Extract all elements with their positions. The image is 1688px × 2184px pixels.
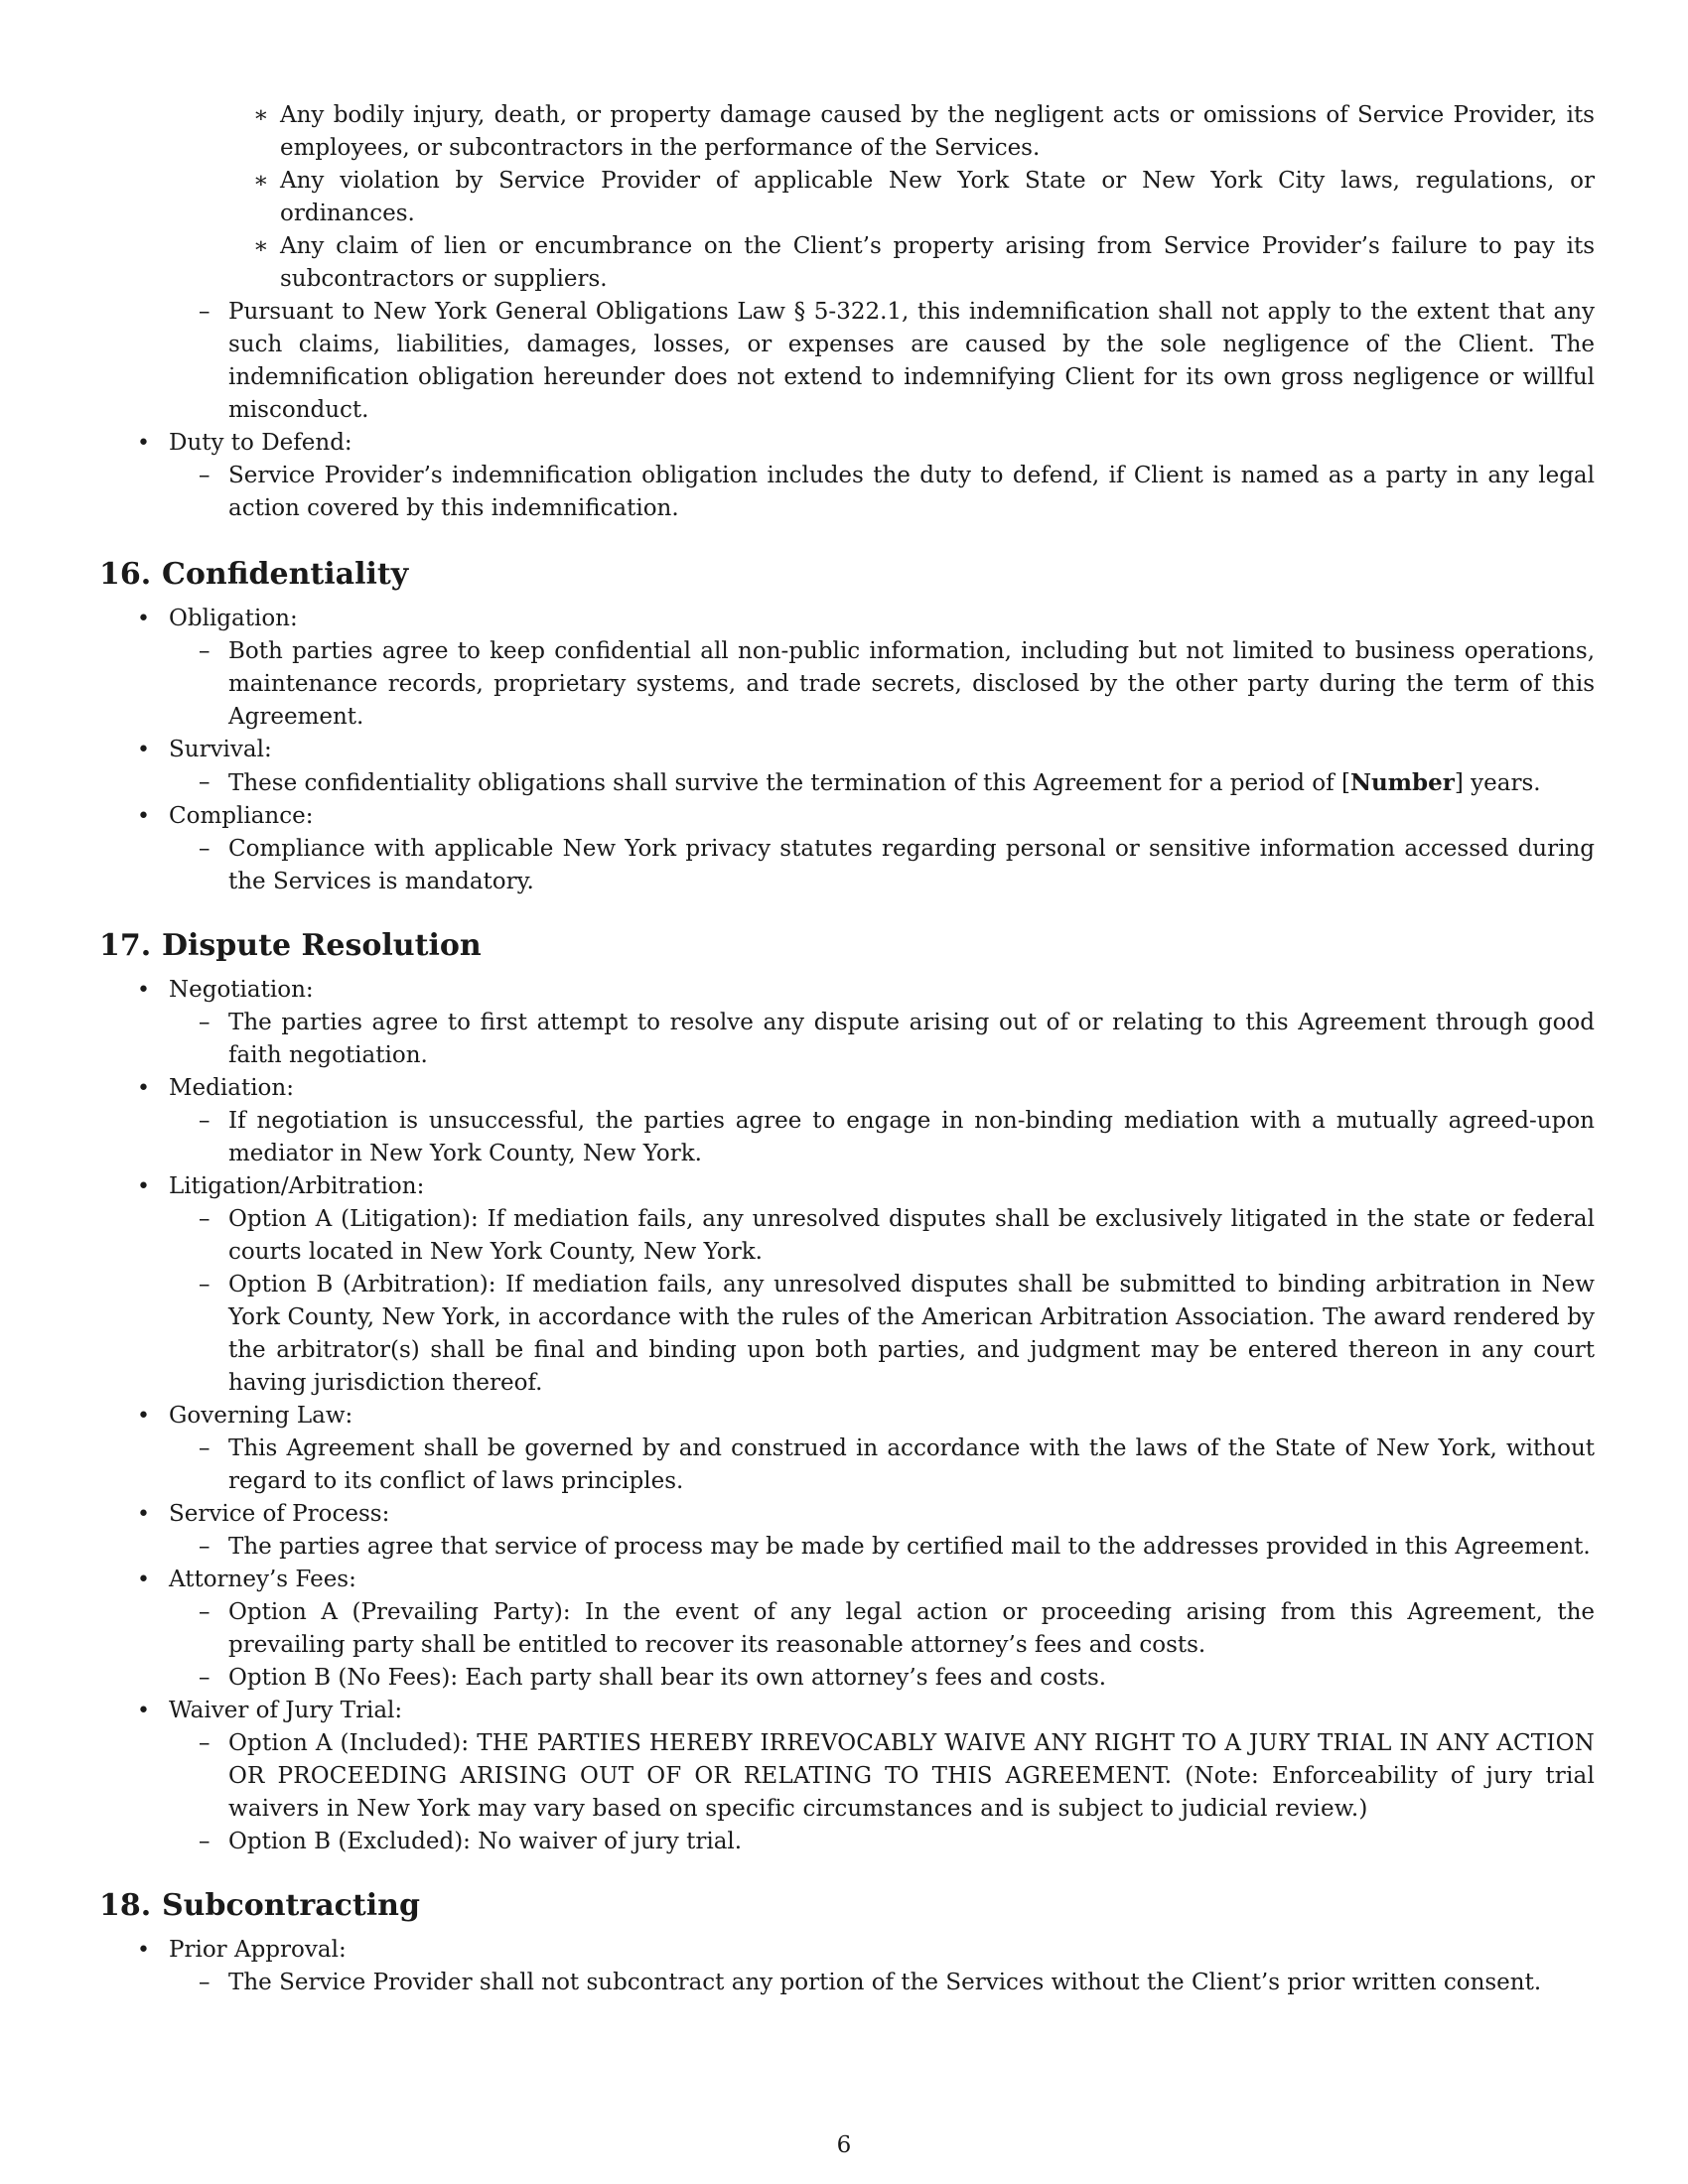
item-text: The Service Provider shall not subcontract any portion of the Services without the Client’s prior written consent. (228, 1970, 1542, 1995)
item-label: Compliance: (169, 803, 314, 829)
item-label: Mediation: (169, 1075, 294, 1101)
item-text: The parties agree to first attempt to resolve any dispute arising out of or relating to this Agreement through good faith negotiation. (228, 1010, 1595, 1068)
section-number: 17. (99, 928, 152, 963)
dash-marker: – (199, 1599, 211, 1625)
section-heading-dispute-resolution (99, 926, 1595, 966)
star-marker: ∗ (253, 168, 269, 194)
list-item-duty-to-defend (99, 427, 1595, 460)
dash-marker: – (199, 463, 211, 488)
list-item-jury-option-a (99, 1727, 1595, 1826)
section-number: 18. (99, 1888, 152, 1923)
star-marker: ∗ (253, 102, 269, 128)
item-text: Any violation by Service Provider of applicable New York State or New York City laws, regulations, or ordinances. (280, 168, 1595, 226)
page-number: 6 (836, 2132, 852, 2158)
list-item-law-violation (99, 165, 1595, 230)
section-title: Dispute Resolution (162, 928, 482, 963)
bullet-marker: • (137, 738, 150, 762)
dash-marker: – (199, 769, 211, 795)
list-item-bodily-injury (99, 99, 1595, 165)
section-heading-confidentiality (99, 555, 1595, 595)
item-text-end: ] years. (1454, 770, 1541, 796)
list-item-negotiation-text (99, 1007, 1595, 1072)
section-title: Confidentiality (162, 557, 409, 592)
item-label: Negotiation: (169, 977, 314, 1003)
item-text: Option B (No Fees): Each party shall bear its own attorney’s fees and costs. (228, 1665, 1107, 1691)
star-marker: ∗ (253, 233, 269, 259)
list-item-negotiation (99, 974, 1595, 1007)
dash-marker: – (199, 1206, 211, 1232)
bullet-marker: • (137, 1174, 150, 1199)
page-content (99, 99, 1595, 1999)
list-item-litigation (99, 1170, 1595, 1203)
list-item-litigation-option-a (99, 1203, 1595, 1269)
bullet-marker: • (137, 1938, 150, 1963)
item-text: Compliance with applicable New York privacy statutes regarding personal or sensitive information accessed during the Services is mandatory. (228, 836, 1595, 894)
list-item-compliance-text (99, 833, 1595, 898)
list-item-fees-option-a (99, 1596, 1595, 1662)
dash-marker: – (199, 1435, 211, 1461)
item-text: Both parties agree to keep confidential all non-public information, including but not limited to business operations, maintenance records, proprietary systems, and trade secrets, disclosed by the other party during the term of this Agreement. (228, 638, 1595, 730)
list-item-obligation (99, 603, 1595, 635)
item-text: These confidentiality obligations shall survive the termination of this Agreement for a period of [ (228, 770, 1350, 796)
item-text: Any bodily injury, death, or property damage caused by the negligent acts or omissions of Service Provider, its employees, or subcontractors in the performance of the Services. (280, 102, 1595, 161)
dash-marker: – (199, 836, 211, 862)
item-label: Governing Law: (169, 1403, 353, 1429)
item-text: This Agreement shall be governed by and construed in accordance with the laws of the State of New York, without regard to its conflict of laws principles. (228, 1435, 1595, 1494)
list-item-mediation-text (99, 1105, 1595, 1170)
dash-marker: – (199, 1665, 211, 1691)
dash-marker: – (199, 1534, 211, 1560)
list-item-duty-text (99, 460, 1595, 525)
bullet-marker: • (137, 1076, 150, 1101)
item-label: Obligation: (169, 606, 298, 631)
item-text: If negotiation is unsuccessful, the parties agree to engage in non-binding mediation with a mutually agreed-upon mediator in New York County, New York. (228, 1108, 1595, 1166)
item-label: Survival: (169, 737, 272, 762)
bullet-marker: • (137, 1404, 150, 1429)
list-item-litigation-option-b (99, 1269, 1595, 1400)
section-heading-subcontracting (99, 1886, 1595, 1926)
item-label: Service of Process: (169, 1501, 390, 1527)
list-item-prior-approval (99, 1934, 1595, 1967)
list-item-governing-law (99, 1400, 1595, 1433)
list-item-fees-option-b (99, 1662, 1595, 1695)
list-item-lien-claim (99, 230, 1595, 296)
list-item-prior-approval-text (99, 1967, 1595, 1999)
bullet-marker: • (137, 1502, 150, 1527)
list-item-governing-law-text (99, 1433, 1595, 1498)
dash-marker: – (199, 1272, 211, 1297)
list-item-service-of-process (99, 1498, 1595, 1531)
dash-marker: – (199, 1970, 211, 1995)
item-text: Option B (Excluded): No waiver of jury trial. (228, 1829, 743, 1854)
section-title: Subcontracting (162, 1888, 420, 1923)
list-item-gol-exception (99, 296, 1595, 427)
bullet-marker: • (137, 1568, 150, 1592)
dash-marker: – (199, 1829, 211, 1854)
bullet-marker: • (137, 607, 150, 631)
item-text: Option A (Litigation): If mediation fails, any unresolved disputes shall be exclusively litigated in the state or federal courts located in New York County, New York. (228, 1206, 1595, 1265)
list-item-service-of-process-text (99, 1531, 1595, 1564)
dash-marker: – (199, 1108, 211, 1134)
item-text: Service Provider’s indemnification obligation includes the duty to defend, if Client is named as a party in any legal action covered by this indemnification. (228, 463, 1595, 521)
list-item-attorneys-fees (99, 1564, 1595, 1596)
list-item-survival-text (99, 766, 1595, 800)
bullet-marker: • (137, 1699, 150, 1723)
item-text: Option A (Included): THE PARTIES HEREBY IRREVOCABLY WAIVE ANY RIGHT TO A JURY TRIAL IN ANY ACTION OR PROCEEDING ARISING OUT OF OR RELATING TO THIS AGREEMENT. (Note: Enforceability of jury trial waivers in New York may vary based on specific circumstances and is subject to judicial review.) (228, 1730, 1595, 1822)
list-item-jury-option-b (99, 1826, 1595, 1858)
item-label: Attorney’s Fees: (169, 1567, 356, 1592)
dash-marker: – (199, 638, 211, 664)
list-item-mediation (99, 1072, 1595, 1105)
bullet-marker: • (137, 804, 150, 829)
dash-marker: – (199, 1010, 211, 1035)
list-item-compliance (99, 800, 1595, 833)
placeholder-number: Number (1349, 769, 1455, 796)
dash-marker: – (199, 1730, 211, 1756)
item-label: Prior Approval: (169, 1937, 347, 1963)
item-text: Option A (Prevailing Party): In the event of any legal action or proceeding arising from this Agreement, the prevailing party shall be entitled to recover its reasonable attorney’s fees and costs. (228, 1599, 1595, 1658)
bullet-marker: • (137, 431, 150, 456)
bullet-marker: • (137, 978, 150, 1003)
dash-marker: – (199, 299, 211, 325)
item-text: Option B (Arbitration): If mediation fails, any unresolved disputes shall be submitted to binding arbitration in New York County, New York, in accordance with the rules of the American Arbitration Association. The award rendered by the arbitrator(s) shall be final and binding upon both parties, and judgment may be entered thereon in any court having jurisdiction thereof. (228, 1272, 1595, 1396)
list-item-survival (99, 734, 1595, 766)
item-text: The parties agree that service of process may be made by certified mail to the addresses provided in this Agreement. (228, 1534, 1591, 1560)
item-label: Duty to Defend: (169, 430, 352, 456)
section-number: 16. (99, 557, 152, 592)
item-text: Pursuant to New York General Obligations Law § 5-322.1, this indemnification shall not apply to the extent that any such claims, liabilities, damages, losses, or expenses are caused by the sole negligence of the Client. The indemnification obligation hereunder does not extend to indemnifying Client for its own gross negligence or willful misconduct. (228, 299, 1595, 423)
list-item-obligation-text (99, 635, 1595, 734)
list-item-jury-waiver (99, 1695, 1595, 1727)
item-label: Litigation/Arbitration: (169, 1173, 425, 1199)
item-label: Waiver of Jury Trial: (169, 1698, 403, 1723)
item-text: Any claim of lien or encumbrance on the Client’s property arising from Service Provider’s failure to pay its subcontractors or suppliers. (280, 233, 1595, 292)
